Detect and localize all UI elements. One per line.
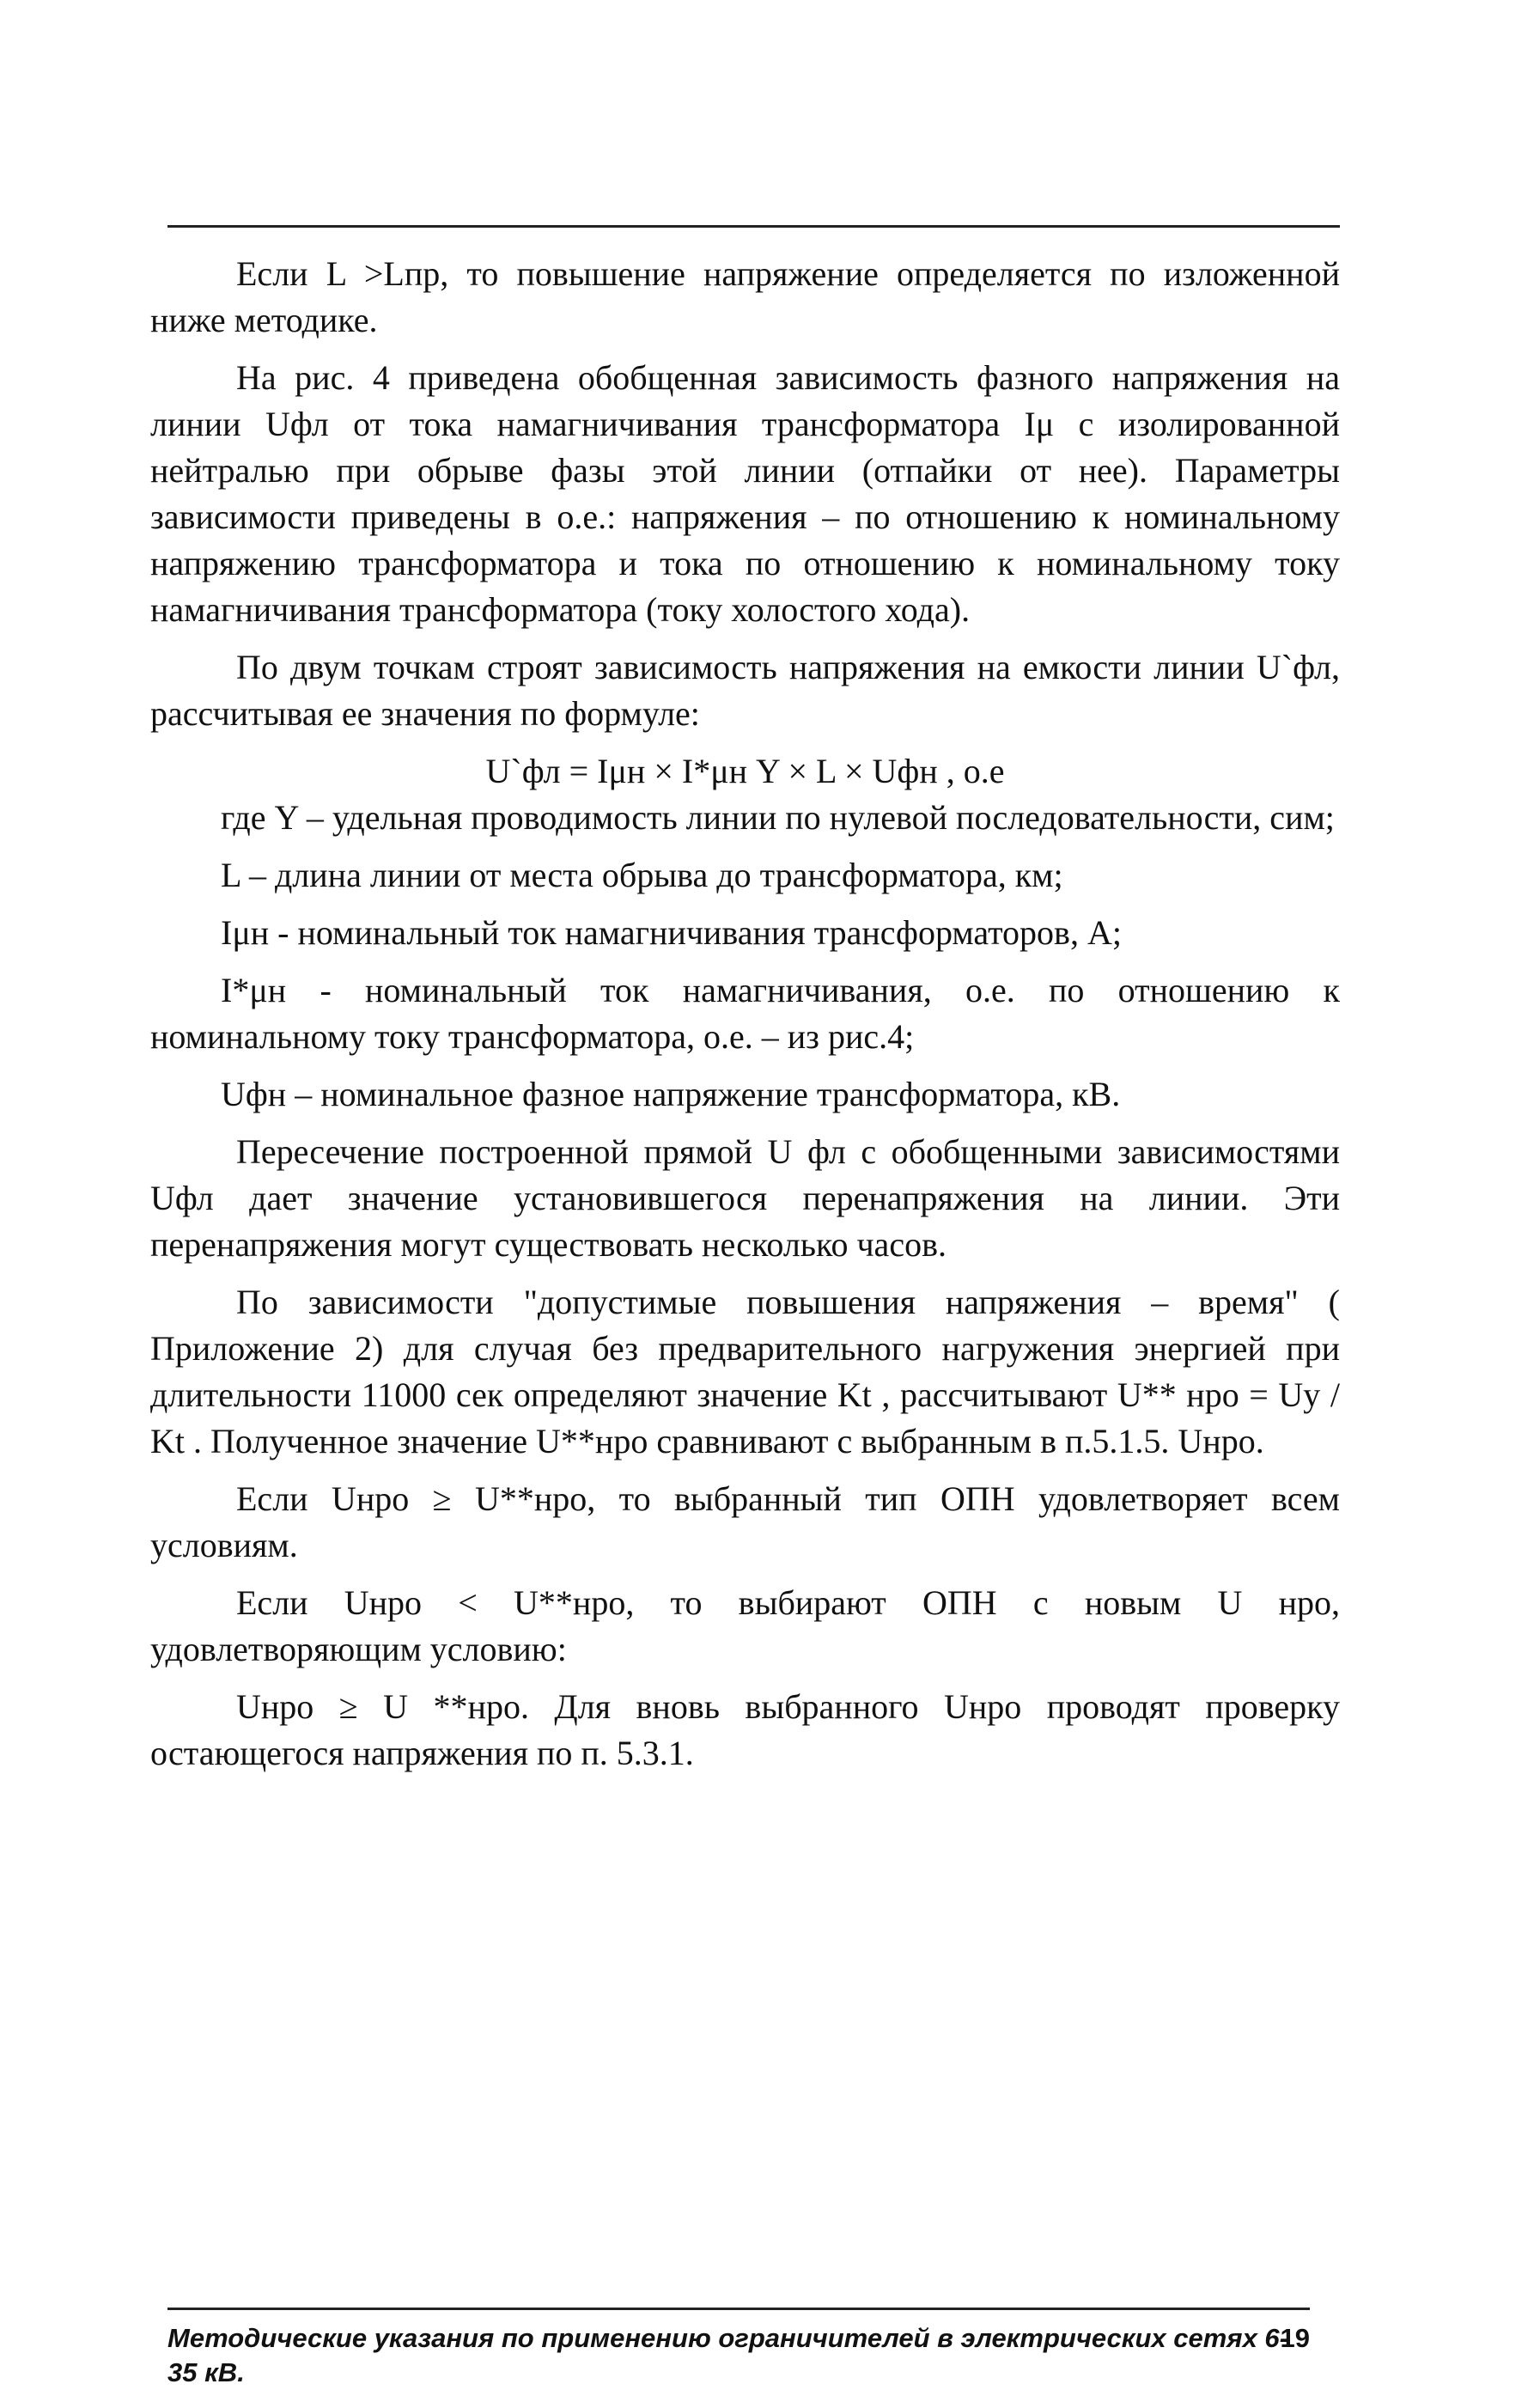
paragraph-if-ge: Если Uнро ≥ U**нро, то выбранный тип ОПН удовлетворяет всем условиям.	[150, 1479, 1340, 1564]
bottom-rule	[167, 2308, 1310, 2310]
paragraph-dependency: По зависимости "допустимые повышения напряжения – время" ( Приложение 2) для случая без предварительного нагружения энергией при длительности 11000 сек определяют значение Kt , рассчитывают U** нро = Uy / Kt . Полученное значение U**нро сравнивают с выбранным в п.5.1.5. Uнро.	[150, 1283, 1340, 1460]
page-number: 19	[1280, 2323, 1310, 2353]
formula: U`фл = Iμн × I*μн Y × L × Uфн , о.е	[485, 752, 1005, 790]
definition-l: L – длина линии от места обрыва до трансформатора, км;	[221, 856, 1063, 894]
paragraph-condition: Если L >Lпр, то повышение напряжение определяется по изложенной ниже методике.	[150, 254, 1340, 339]
paragraph-condition-check: Uнро ≥ U **нро. Для вновь выбранного Uнро проводят проверку остающегося напряжения по п. 5.3.1.	[150, 1687, 1340, 1772]
paragraph-two-points: По двум точкам строят зависимость напряжения на емкости линии U`фл, рассчитывая ее значения по формуле:	[150, 648, 1340, 733]
definition-imun-pu: I*μн - номинальный ток намагничивания, о.е. по отношению к номинальному току трансформатора, о.е. – из рис.4;	[150, 971, 1340, 1056]
paragraph-intersection: Пересечение построенной прямой U фл с обобщенными зависимостями Uфл дает значение установившегося перенапряжения на линии. Эти перенапряжения могут существовать несколько часов.	[150, 1132, 1340, 1264]
definition-y: где Y – удельная проводимость линии по нулевой последовательности, сим;	[221, 798, 1335, 837]
footer	[167, 2321, 1310, 2390]
body-text	[150, 251, 1340, 1788]
top-rule	[167, 225, 1340, 228]
paragraph-if-lt: Если Uнро < U**нро, то выбирают ОПН с новым U нро, удовлетворяющим условию:	[150, 1583, 1340, 1668]
paragraph-figure-description: На рис. 4 приведена обобщенная зависимость фазного напряжения на линии Uфл от тока намагничивания трансформатора Iμ с изолированной нейтралью при обрыве фазы этой линии (отпайки от нее). Параметры зависимости приведены в о.е.: напряжения – по отношению к номинальному напряжению трансформатора и тока по отношению к номинальному току намагничивания трансформатора (току холостого хода).	[150, 358, 1340, 629]
definition-ufn: Uфн – номинальное фазное напряжение трансформатора, кВ.	[221, 1075, 1121, 1113]
footer-title: Методические указания по применению ограничителей в электрических сетях 6-35 кВ.	[167, 2323, 1288, 2387]
definition-imun: Iμн - номинальный ток намагничивания трансформаторов, А;	[221, 913, 1122, 952]
